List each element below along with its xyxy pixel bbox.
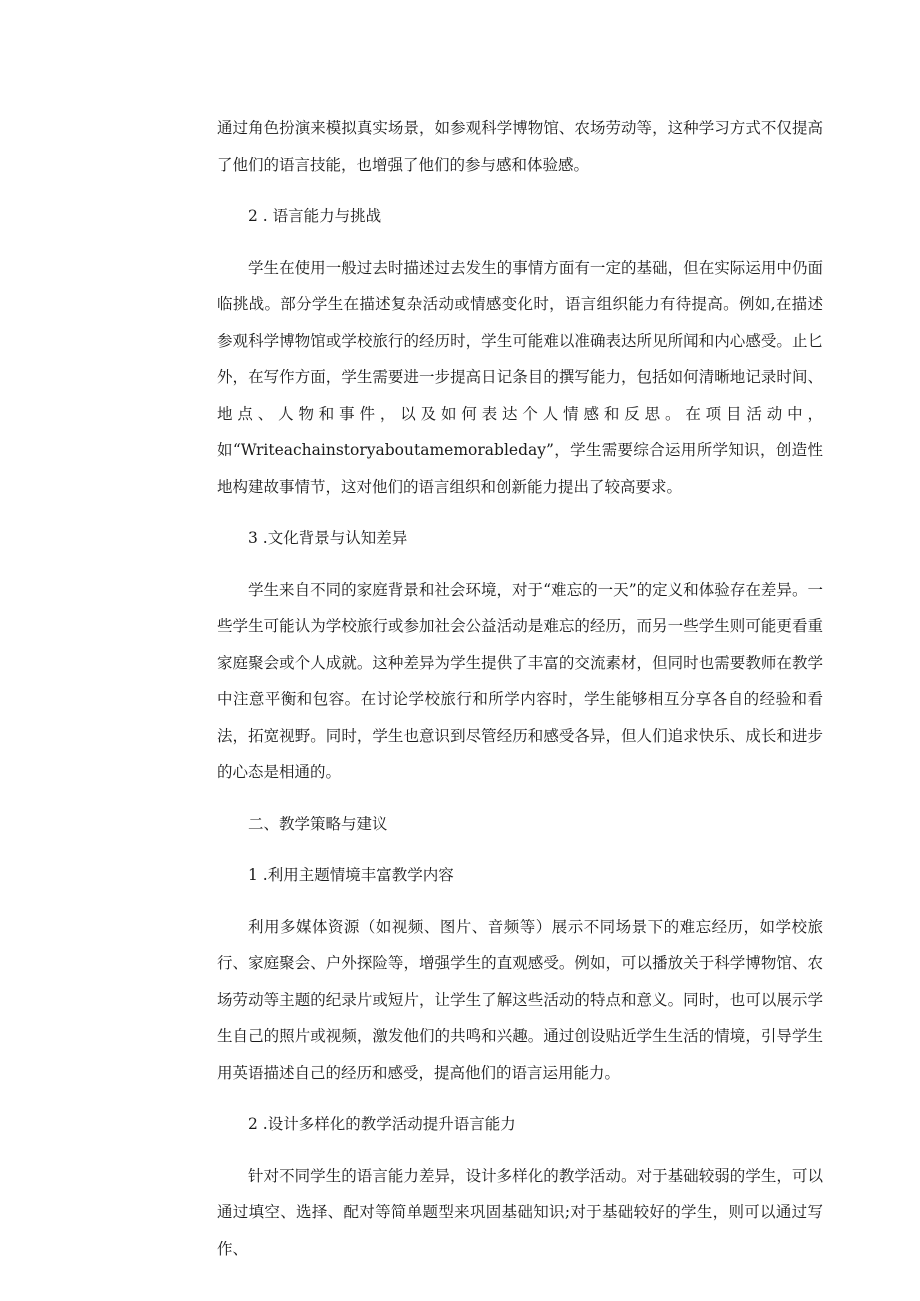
paragraph-theme-context: 利用多媒体资源（如视频、图片、音频等）展示不同场景下的难忘经历，如学校旅行、家庭聚会、户外探险等，增强学生的直观感受。例如，可以播放关于科学博物馆、农场劳动等主题的纪录片或短片，让学生了解这些活动的特点和意义。同时，也可以展示学生自己的照片或视频，激发他们的共鸣和兴趣。通过创设贴近学生生活的情境，引导学生用英语描述自己的经历和感受，提高他们的语言运用能力。 bbox=[217, 917, 823, 1082]
paragraph-intro: 通过角色扮演来模拟真实场景，如参观科学博物馆、农场劳动等，这种学习方式不仅提高了他们的语言技能，也增强了他们的参与感和体验感。 bbox=[217, 119, 823, 174]
paragraph-diverse-activities: 针对不同学生的语言能力差异，设计多样化的教学活动。对于基础较弱的学生，可以通过填空、选择、配对等简单题型来巩固基础知识;对于基础较好的学生，则可以通过写作、 bbox=[217, 1166, 823, 1258]
section-heading-language-ability: 2 . 语言能力与挑战 bbox=[248, 207, 382, 225]
paragraph-cultural-background: 学生来自不同的家庭背景和社会环境，对于“难忘的一天”的定义和体验存在差异。一些学生可能认为学校旅行或参加社会公益活动是难忘的经历，而另一些学生则可能更看重家庭聚会或个人成就。这种差异为学生提供了丰富的交流素材，但同时也需要教师在教学中注意平衡和包容。在讨论学校旅行和所学内容时，学生能够相互分享各自的经验和看法，拓宽视野。同时，学生也意识到尽管经历和感受各异，但人们追求快乐、成长和进步的心态是相通的。 bbox=[217, 580, 823, 781]
section-heading-cultural-background: 3 .文化背景与认知差异 bbox=[248, 529, 408, 547]
document-body bbox=[217, 110, 823, 1267]
chapter-heading-teaching-strategy: 二、教学策略与建议 bbox=[248, 814, 388, 833]
section-heading-theme-context: 1 .利用主题情境丰富教学内容 bbox=[248, 866, 454, 884]
section-heading-diverse-activities: 2 .设计多样化的教学活动提升语言能力 bbox=[248, 1115, 516, 1133]
paragraph-language-ability: 学生在使用一般过去时描述过去发生的事情方面有一定的基础，但在实际运用中仍面临挑战。部分学生在描述复杂活动或情感变化时，语言组织能力有待提高。例如,在描述参观科学博物馆或学校旅行的经历时，学生可能难以准确表达所见所闻和内心感受。止匕外，在写作方面，学生需要进一步提高日记条目的撰写能力，包括如何清晰地记录时间、地点、人物和事件，以及如何表达个人情感和反思。在项目活动中，如“Writeachainstoryaboutamemorableday”，学生需要综合运用所学知识，创造性地构建故事情节，这对他们的语言组织和创新能力提出了较高要求。 bbox=[217, 258, 823, 496]
